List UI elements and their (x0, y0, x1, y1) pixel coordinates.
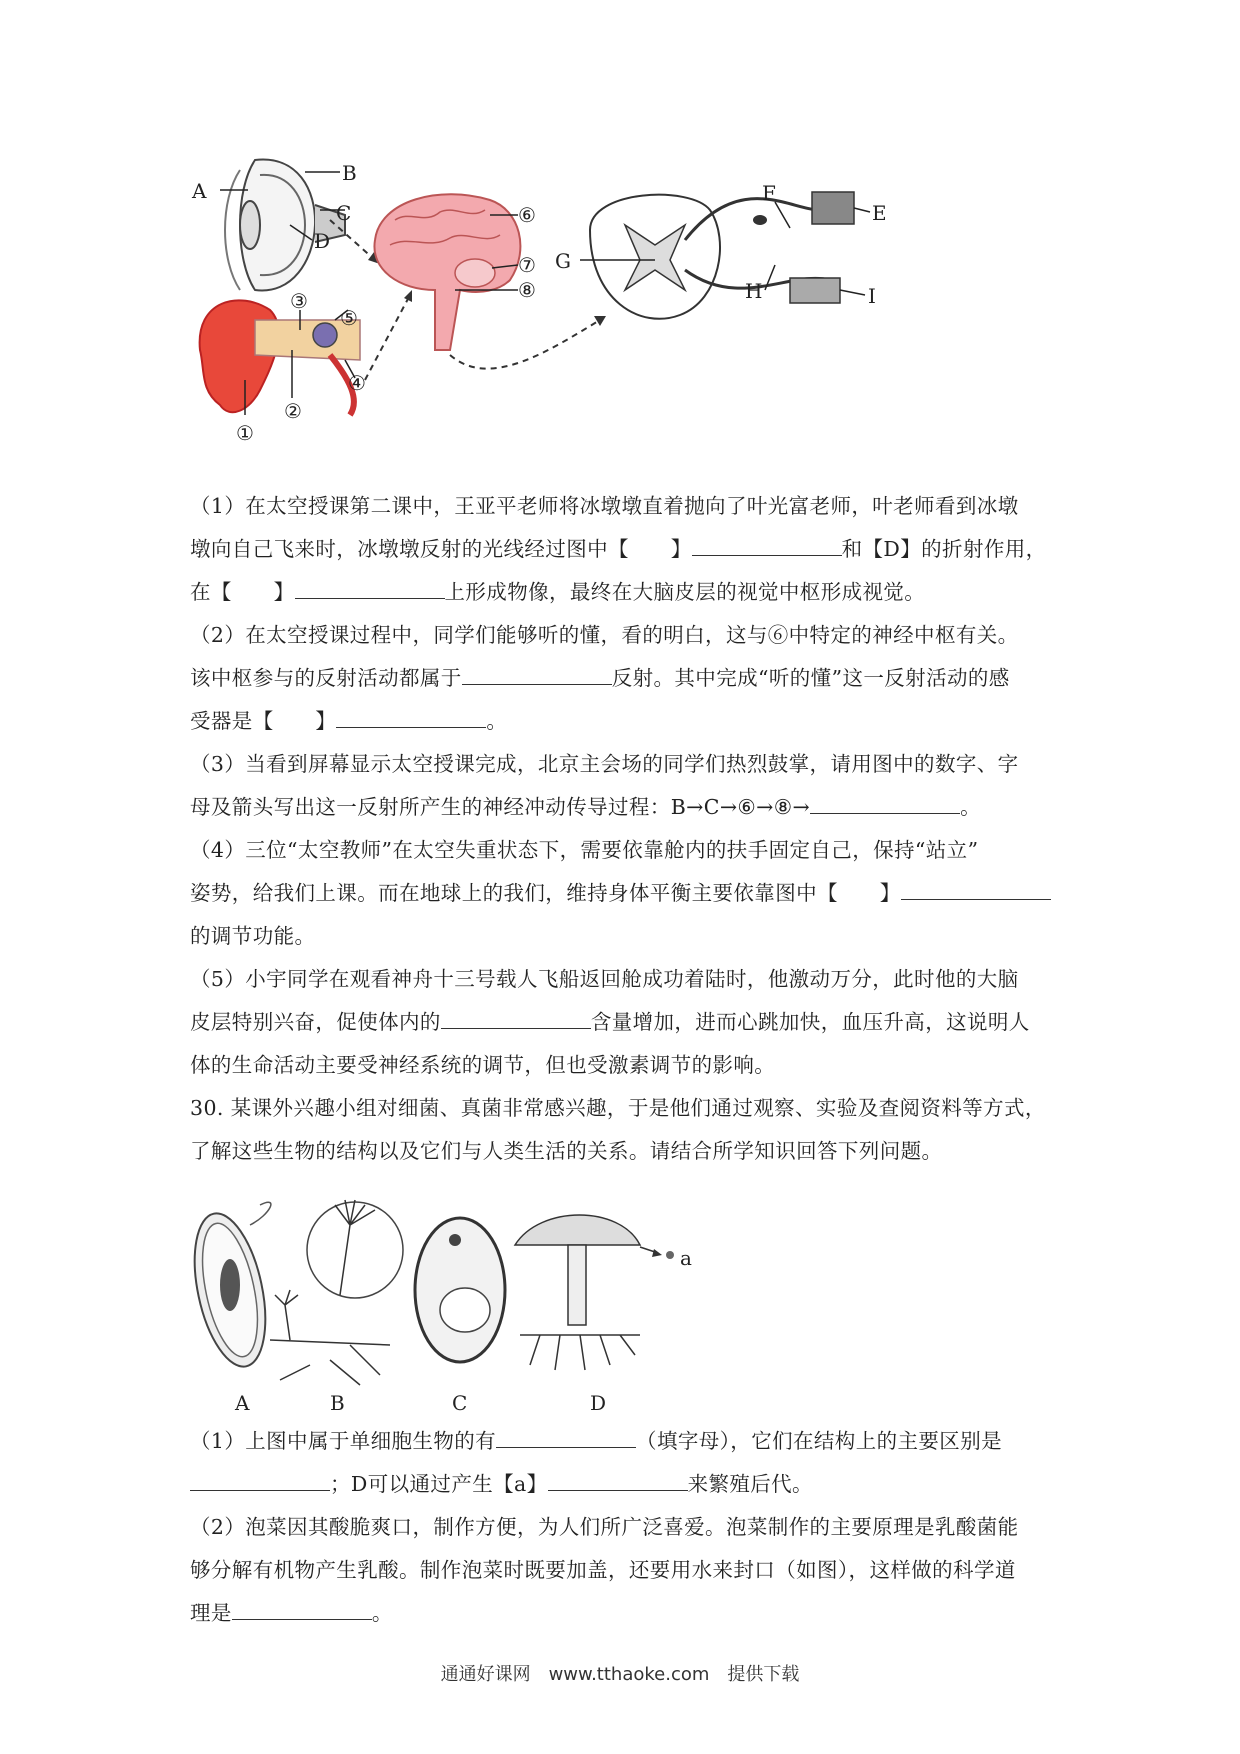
page-footer: 通通好课网 www.tthaoke.com 提供下载 (440, 1664, 800, 1685)
label-B: B (330, 1391, 345, 1415)
brain-label-8: ⑧ (518, 278, 536, 302)
q30-intro-line1: 30. 某课外兴趣小组对细菌、真菌非常感兴趣，于是他们通过观察、实验及查阅资料等方式， (190, 1096, 1046, 1120)
spinal-label-E: E (872, 201, 887, 225)
q29-part3-line1: （3）当看到屏幕显示太空授课完成，北京主会场的同学们热烈鼓掌，请用图中的数字、字 (190, 752, 1019, 776)
q29-part4-line3: 的调节功能。 (190, 924, 316, 948)
q30-blank-2[interactable] (190, 1468, 330, 1491)
spinal-label-G: G (555, 249, 571, 273)
label-D: D (590, 1391, 607, 1415)
q29-text-block (190, 485, 1060, 1173)
q29-part5-line2: 皮层特别兴奋，促使体内的 含量增加，进而心跳加快，血压升高，这说明人 (190, 1001, 1060, 1044)
q30-text-block (190, 1420, 1060, 1635)
q29-part1-line3: 在【 】 上形成物像，最终在大脑皮层的视觉中枢形成视觉。 (190, 571, 1060, 614)
q29-blank-4[interactable] (336, 705, 486, 728)
ear-label-3: ③ (290, 289, 308, 313)
q30-part2-line3: 理是 。 (190, 1592, 1060, 1635)
ear-diagram (200, 289, 366, 445)
q29-blank-5[interactable] (810, 791, 960, 814)
label-C: C (452, 1391, 468, 1415)
spinal-label-I: I (868, 284, 876, 308)
yeast-drawing (415, 1218, 505, 1415)
brain-label-6: ⑥ (518, 203, 536, 227)
ear-label-2: ② (284, 399, 302, 423)
q29-blank-6[interactable] (901, 877, 1051, 900)
brain-label-7: ⑦ (518, 253, 536, 277)
ear-to-brain-arrow (365, 295, 410, 380)
q29-part3-line2: 母及箭头写出这一反射所产生的神经冲动传导过程：B→C→⑥→⑧→ 。 (190, 786, 1060, 829)
q29-blank-7[interactable] (441, 1006, 591, 1029)
spore-label-a: a (680, 1246, 692, 1270)
q29-part2-line2: 该中枢参与的反射活动都属于 反射。其中完成“听的懂”这一反射活动的感 (190, 657, 1060, 700)
q29-part2-line1: （2）在太空授课过程中，同学们能够听的懂，看的明白，这与⑥中特定的神经中枢有关。 (190, 623, 1019, 647)
q29-part5-line1: （5）小宇同学在观看神舟十三号载人飞船返回舱成功着陆时，他激动万分，此时他的大脑 (190, 967, 1019, 991)
q29-part5-line3: 体的生命活动主要受神经系统的调节，但也受激素调节的影响。 (190, 1053, 776, 1077)
spinal-label-F: F (762, 181, 776, 205)
mushroom-drawing (515, 1215, 692, 1415)
eye-label-C: C (336, 201, 352, 225)
nervous-system-figure (192, 150, 1000, 480)
q30-blank-1[interactable] (496, 1425, 636, 1448)
q30-part2-line2: 够分解有机物产生乳酸。制作泡菜时既要加盖，还要用水来封口（如图），这样做的科学道 (190, 1558, 1016, 1582)
q30-intro-line2: 了解这些生物的结构以及它们与人类生活的关系。请结合所学知识回答下列问题。 (190, 1139, 943, 1163)
eye-label-D: D (314, 229, 331, 253)
nervous-system-diagram (192, 150, 1000, 480)
eye-diagram (191, 160, 357, 291)
q29-part1-line1: （1）在太空授课第二课中，王亚平老师将冰墩墩直着抛向了叶光富老师，叶老师看到冰墩 (190, 494, 1019, 518)
ear-label-4: ④ (348, 371, 366, 395)
brain-to-spinal-arrow (450, 320, 600, 369)
microorganism-diagram (190, 1195, 810, 1415)
label-A: A (235, 1391, 250, 1415)
mold-drawing (270, 1200, 403, 1415)
q30-blank-3[interactable] (548, 1468, 688, 1491)
q30-part2-line1: （2）泡菜因其酸脆爽口，制作方便，为人们所广泛喜爱。泡菜制作的主要原理是乳酸菌能 (190, 1515, 1019, 1539)
q30-part1-line2: ；D可以通过产生【a】 来繁殖后代。 (190, 1463, 1060, 1506)
q30-blank-4[interactable] (232, 1597, 372, 1620)
ear-label-5: ⑤ (340, 306, 358, 330)
eye-label-A: A (192, 179, 207, 203)
q29-blank-2[interactable] (295, 576, 445, 599)
eye-label-B: B (342, 161, 357, 185)
spinal-label-H: H (745, 279, 763, 303)
bacterium-drawing (182, 1202, 277, 1415)
q30-part1-line1: （1）上图中属于单细胞生物的有 （填字母），它们在结构上的主要区别是 (190, 1420, 1060, 1463)
brain-diagram (374, 194, 535, 350)
q29-part1-line2: 墩向自己飞来时，冰墩墩反射的光线经过图中【 】 和【D】的折射作用， (190, 528, 1060, 571)
microorganism-figure (190, 1195, 810, 1415)
q29-part4-line2: 姿势，给我们上课。而在地球上的我们，维持身体平衡主要依靠图中【 】 (190, 872, 1060, 915)
q29-blank-1[interactable] (692, 533, 842, 556)
q29-part4-line1: （4）三位“太空教师”在太空失重状态下，需要依靠舱内的扶手固定自己，保持“站立” (190, 838, 979, 862)
q29-blank-3[interactable] (462, 662, 612, 685)
q29-part2-line3: 受器是【 】 。 (190, 700, 1060, 743)
ear-label-1: ① (236, 421, 254, 445)
spinal-cord-diagram (555, 181, 887, 319)
